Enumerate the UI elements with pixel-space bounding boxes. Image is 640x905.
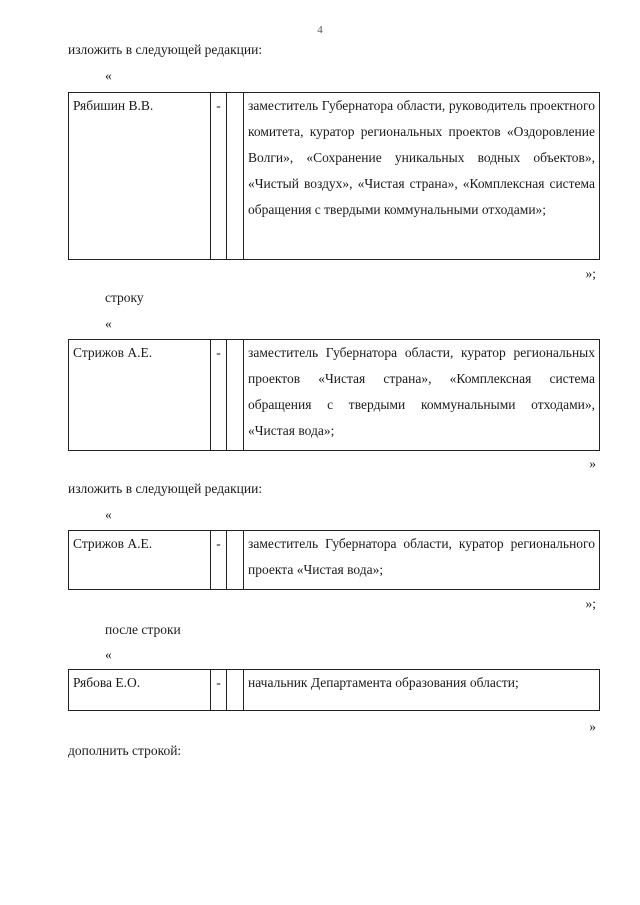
spacer-cell [227,531,244,590]
opening-quote: « [105,647,112,662]
person-name: Стрижов А.Е. [69,340,211,451]
dash-cell: - [211,93,227,260]
spacer-cell [227,93,244,260]
dash-cell: - [211,340,227,451]
entry-table [68,92,600,260]
closing-quote: »; [585,596,596,611]
entry-table [68,530,600,590]
closing-quote: » [589,719,596,734]
table-row [69,93,600,260]
opening-quote: « [105,316,112,331]
dash-cell: - [211,531,227,590]
page-number: 4 [317,24,323,36]
closing-quote: » [589,456,596,471]
instruction-text: изложить в следующей редакции: [68,481,263,496]
position-description: заместитель Губернатора области, руководитель проектного комитета, куратор региональных проектов «Оздоровление Волги», «Сохранение уникальных водных объектов», «Чистый воздух», «Чистая страна», «Комплексная система обращения с твердыми коммунальными отходами»; [244,93,600,260]
entry-table [68,339,600,451]
spacer-cell [227,670,244,711]
instruction-text: изложить в следующей редакции: [68,42,263,57]
table-row [69,531,600,590]
opening-quote: « [105,68,112,83]
position-description: заместитель Губернатора области, куратор регионального проекта «Чистая вода»; [244,531,600,590]
position-description: начальник Департамента образования области; [244,670,600,711]
person-name: Рябова Е.О. [69,670,211,711]
instruction-text: после строки [105,622,181,637]
person-name: Рябишин В.В. [69,93,211,260]
entry-table [68,669,600,711]
table-row [69,340,600,451]
instruction-text: дополнить строкой: [68,743,182,758]
instruction-text: строку [105,290,144,305]
closing-quote: »; [585,266,596,281]
opening-quote: « [105,507,112,522]
table-row [69,670,600,711]
person-name: Стрижов А.Е. [69,531,211,590]
spacer-cell [227,340,244,451]
position-description: заместитель Губернатора области, куратор региональных проектов «Чистая страна», «Комплексная система обращения с твердыми коммунальными отходами», «Чистая вода»; [244,340,600,451]
dash-cell: - [211,670,227,711]
